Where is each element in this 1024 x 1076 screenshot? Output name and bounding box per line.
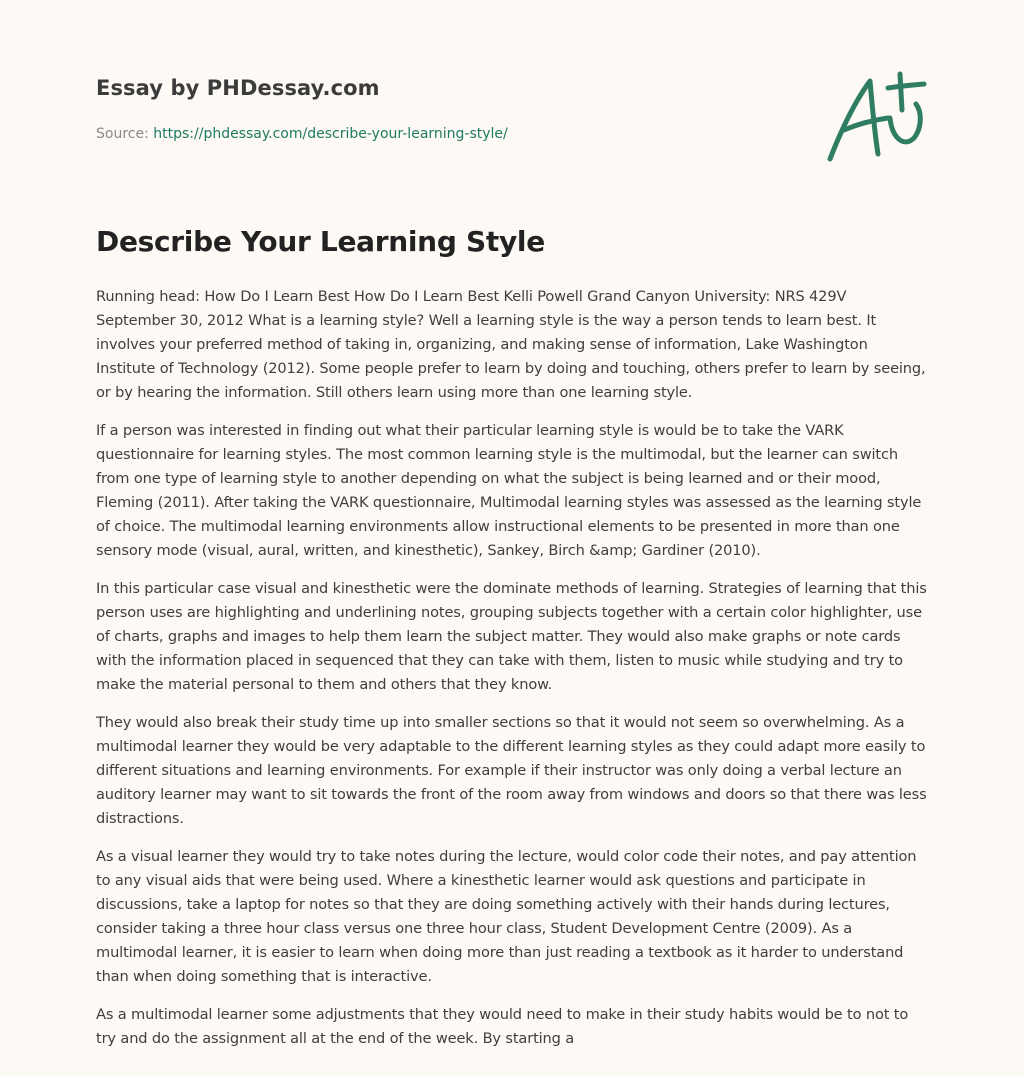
essay-paragraph: They would also break their study time up into smaller sections so that it would not seem so overwhelming. As a multimodal learner they would be very adaptable to the different learning styles as they could adapt more easily to different situations and learning environments. For example if their instructor was only doing a verbal lecture an auditory learner may want to sit towards the front of the room away from windows and doors so that there was less distractions. bbox=[96, 714, 927, 827]
essay-paragraph: As a multimodal learner some adjustments that they would need to make in their study habits would be to not to try and do the assignment all at the end of the week. By starting a bbox=[96, 1006, 909, 1047]
essay-body bbox=[96, 285, 928, 1065]
essay-paragraph: Running head: How Do I Learn Best How Do I Learn Best Kelli Powell Grand Canyon University: NRS 429V September 30, 2012 What is a learning style? Well a learning style is the way a person tends to learn best. It involves your preferred method of taking in, organizing, and making sense of information, Lake Washington Institute of Technology (2012). Some people prefer to learn by doing and touching, others prefer to learn by seeing, or by hearing the information. Still others learn using more than one learning style. bbox=[96, 288, 926, 401]
source-label: Source: bbox=[96, 126, 149, 142]
a-plus-icon bbox=[822, 66, 928, 166]
page-header bbox=[96, 76, 508, 142]
source-line bbox=[96, 126, 508, 142]
essay-paragraph: If a person was interested in finding out what their particular learning style is would be to take the VARK questionnaire for learning styles. The most common learning style is the multimodal, but the learner can switch from one type of learning style to another depending on what the subject is being learned and or their mood, Fleming (2011). After taking the VARK questionnaire, Multimodal learning styles was assessed as the learning style of choice. The multimodal learning environments allow instructional elements to be presented in more than one sensory mode (visual, aural, written, and kinesthetic), Sankey, Birch &amp; Gardiner (2010). bbox=[96, 422, 922, 559]
essay-paragraph: In this particular case visual and kinesthetic were the dominate methods of learning. Strategies of learning that this person uses are highlighting and underlining notes, grouping subjects together with a certain color highlighter, use of charts, graphs and images to help them learn the subject matter. They would also make graphs or note cards with the information placed in sequenced that they can take with them, listen to music while studying and try to make the material personal to them and others that they know. bbox=[96, 580, 927, 693]
essay-paragraph: As a visual learner they would try to take notes during the lecture, would color code their notes, and pay attention to any visual aids that were being used. Where a kinesthetic learner would ask questions and participate in discussions, take a laptop for notes so that they are doing something actively with their hands during lectures, consider taking a three hour class versus one three hour class, Student Development Centre (2009). As a multimodal learner, it is easier to learn when doing more than just reading a textbook as it harder to understand than when doing something that is interactive. bbox=[96, 848, 917, 985]
essay-title: Describe Your Learning Style bbox=[96, 225, 545, 258]
source-link[interactable]: https://phdessay.com/describe-your-learning-style/ bbox=[153, 126, 508, 142]
site-brand: Essay by PHDessay.com bbox=[96, 76, 380, 100]
